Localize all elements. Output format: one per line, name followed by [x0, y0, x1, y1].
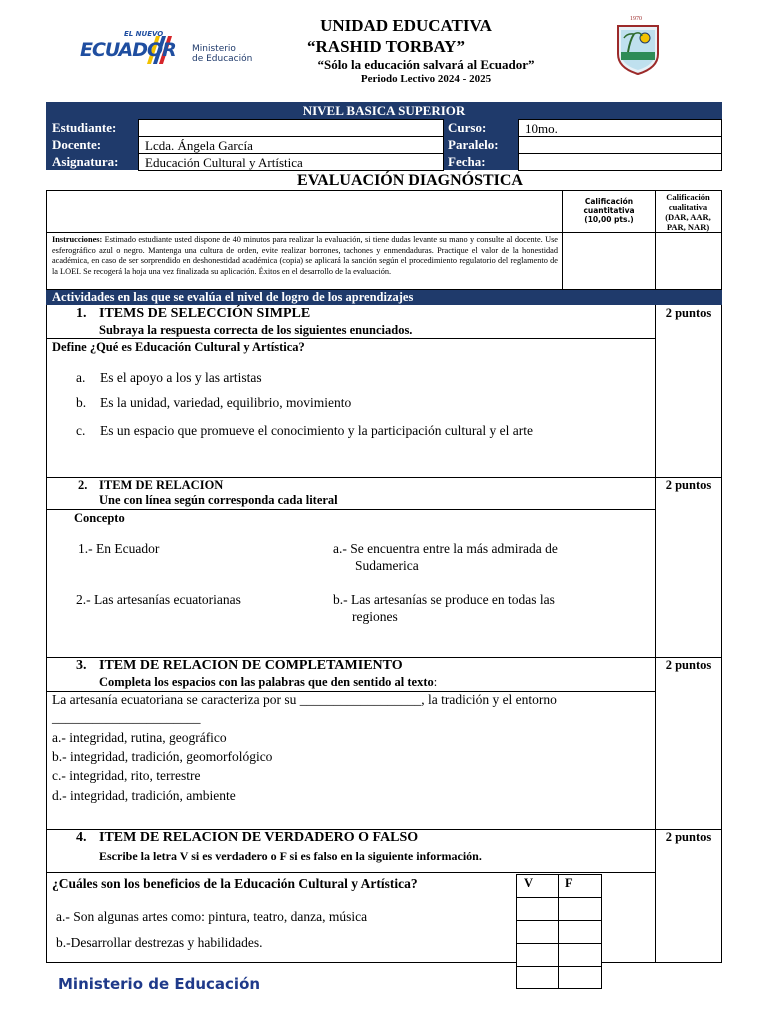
student-value: [139, 121, 145, 136]
section1-points: 2 puntos: [665, 306, 712, 320]
answer-cell-a-v[interactable]: [517, 898, 558, 920]
section4-statement-b: b.-Desarrollar destrezas y habilidades.: [56, 935, 263, 950]
section1-number: 1.: [76, 306, 87, 321]
evaluation-title: EVALUACIÓN DIAGNÓSTICA: [297, 172, 523, 189]
section3-option-d[interactable]: d.- integridad, tradición, ambiente: [52, 788, 236, 803]
teacher-field[interactable]: [138, 136, 444, 154]
school-seal: [612, 18, 664, 76]
section1-subtitle: Subraya la respuesta correcta de los siguientes enunciados.: [99, 323, 413, 337]
section2-right-a-line1: a.- Se encuentra entre la más admirada de: [333, 541, 558, 556]
section3-sentence: La artesanía ecuatoriana se caracteriza por su __________________, la tradición y el entorno: [52, 692, 557, 707]
section3-subtitle-colon: :: [433, 675, 438, 689]
section1-option-a[interactable]: [76, 370, 262, 386]
school-motto: “Sólo la educación salvará al Ecuador”: [317, 57, 535, 72]
section2-title: ITEM DE RELACION: [99, 478, 224, 492]
student-field[interactable]: [138, 119, 444, 137]
level-banner: NIVEL BASICA SUPERIOR: [46, 102, 722, 119]
parallel-value: [519, 138, 525, 153]
section2-left-1: 1.- En Ecuador: [78, 541, 160, 556]
seal-year: 1970: [630, 16, 642, 22]
section4-number: 4.: [76, 830, 87, 845]
footer-ministry: Ministerio de Educación: [58, 975, 261, 993]
section2-right-a-line2: Sudamerica: [355, 558, 419, 573]
option-letter: a.: [76, 370, 86, 385]
subject-value: Educación Cultural y Artística: [145, 155, 303, 170]
section2-number: 2.: [78, 478, 88, 492]
option-text: Es la unidad, variedad, equilibrio, movimiento: [100, 395, 352, 410]
school-period: Periodo Lectivo 2024 - 2025: [360, 73, 492, 85]
section1-title: ITEMS DE SELECCIÓN SIMPLE: [99, 306, 311, 321]
ministry-line1: Ministerio: [192, 44, 236, 54]
course-value: 10mo.: [525, 121, 558, 136]
teacher-label: Docente:: [46, 136, 138, 153]
section2-right-b-line2: regiones: [352, 609, 398, 624]
parallel-field[interactable]: [518, 136, 722, 154]
section1-question: Define ¿Qué es Educación Cultural y Artística?: [52, 340, 305, 354]
section4-question: ¿Cuáles son los beneficios de la Educación Cultural y Artística?: [52, 876, 418, 891]
section2-points: 2 puntos: [665, 478, 712, 492]
section3-points: 2 puntos: [665, 658, 712, 672]
section4-title: ITEM DE RELACION DE VERDADERO O FALSO: [99, 830, 419, 845]
option-letter: c.: [76, 423, 86, 438]
course-label: Curso:: [444, 119, 518, 136]
date-label: Fecha:: [444, 153, 518, 170]
section3-number: 3.: [76, 658, 87, 673]
section1-option-b[interactable]: [76, 395, 351, 411]
date-value: [519, 155, 525, 170]
qualitative-grade-label: Calificación cualitativa (DAR, AAR, PAR, NAR): [665, 192, 711, 232]
activities-header: Actividades en las que se evalúa el nivel de logro de los aprendizajes: [46, 290, 722, 305]
section3-blank-line[interactable]: ______________________: [52, 710, 201, 725]
logo-tagline: EL NUEVO: [124, 30, 164, 38]
section3-title: ITEM DE RELACION DE COMPLETAMIENTO: [99, 658, 403, 673]
section3-option-a[interactable]: a.- integridad, rutina, geográfico: [52, 730, 227, 745]
date-field[interactable]: [518, 153, 722, 171]
option-letter: b.: [76, 395, 87, 410]
section3-subtitle: [99, 675, 437, 690]
section4-subtitle: Escribe la letra V si es verdadero o F si es falso en la siguiente información.: [99, 849, 482, 863]
section3-subtitle-text: Completa los espacios con las palabras que den sentido al texto: [99, 675, 434, 689]
instructions-label: Instrucciones:: [52, 235, 103, 244]
section2-left-2: 2.- Las artesanías ecuatorianas: [76, 592, 241, 607]
school-name-line1: UNIDAD EDUCATIVA: [320, 16, 492, 35]
ecuador-logo: [80, 30, 185, 70]
ministry-line2: de Educación: [192, 54, 253, 64]
section2-right-b-line1: b.- Las artesanías se produce en todas las: [333, 592, 555, 607]
teacher-value: Lcda. Ángela García: [145, 138, 253, 153]
course-field[interactable]: [518, 119, 722, 137]
section2-concept-label: Concepto: [74, 511, 125, 525]
option-text: Es un espacio que promueve el conocimiento y la participación cultural y el arte: [100, 423, 533, 438]
section4-points: 2 puntos: [665, 830, 712, 844]
section3-option-b[interactable]: b.- integridad, tradición, geomorfológico: [52, 749, 273, 764]
subject-label: Asignatura:: [46, 153, 138, 170]
option-text: Es el apoyo a los y las artistas: [100, 370, 262, 385]
true-column-label: V: [524, 876, 534, 890]
answer-cell-a-f[interactable]: [559, 898, 601, 920]
school-name-line2: “RASHID TORBAY”: [307, 37, 465, 56]
ministry-logo-text: [192, 44, 252, 64]
section4-statement-a: a.- Son algunas artes como: pintura, teatro, danza, música: [56, 909, 368, 924]
answer-cell-b-f[interactable]: [559, 921, 601, 943]
parallel-label: Paralelo:: [444, 136, 518, 153]
answer-cell-b-v[interactable]: [517, 921, 558, 943]
instructions: [52, 235, 558, 277]
quantitative-grade-label: Calificación cuantitativa (10,00 pts.): [583, 197, 635, 224]
instructions-text: Estimado estudiante usted dispone de 40 minutos para realizar la evaluación, si tiene dudas levante su mano y consulte al docente. Use esferográfico azul o negro. Mantenga una cultura de orden, evite realizar borrones, tachones y enmendaduras. Practique el valor de la honestidad académica, en caso de ser sorprendido en deshonestidad académica (copia) se aplicará la sanción según el procedimiento regulatorio del reglamento de la LOEI. Se recogerá la hoja una vez finalizada su aplicación. Éxitos en el desarrollo de la evaluación.: [52, 235, 558, 276]
section2-subtitle: Une con línea según corresponda cada literal: [99, 493, 338, 507]
false-column-label: F: [565, 876, 573, 890]
logo-country: ECUADOR: [80, 39, 176, 61]
student-label: Estudiante:: [46, 119, 138, 136]
subject-field[interactable]: [138, 153, 444, 171]
section3-option-c[interactable]: c.- integridad, rito, terrestre: [52, 768, 201, 783]
section1-option-c[interactable]: [76, 423, 533, 439]
school-seal-graphic: [612, 18, 664, 76]
